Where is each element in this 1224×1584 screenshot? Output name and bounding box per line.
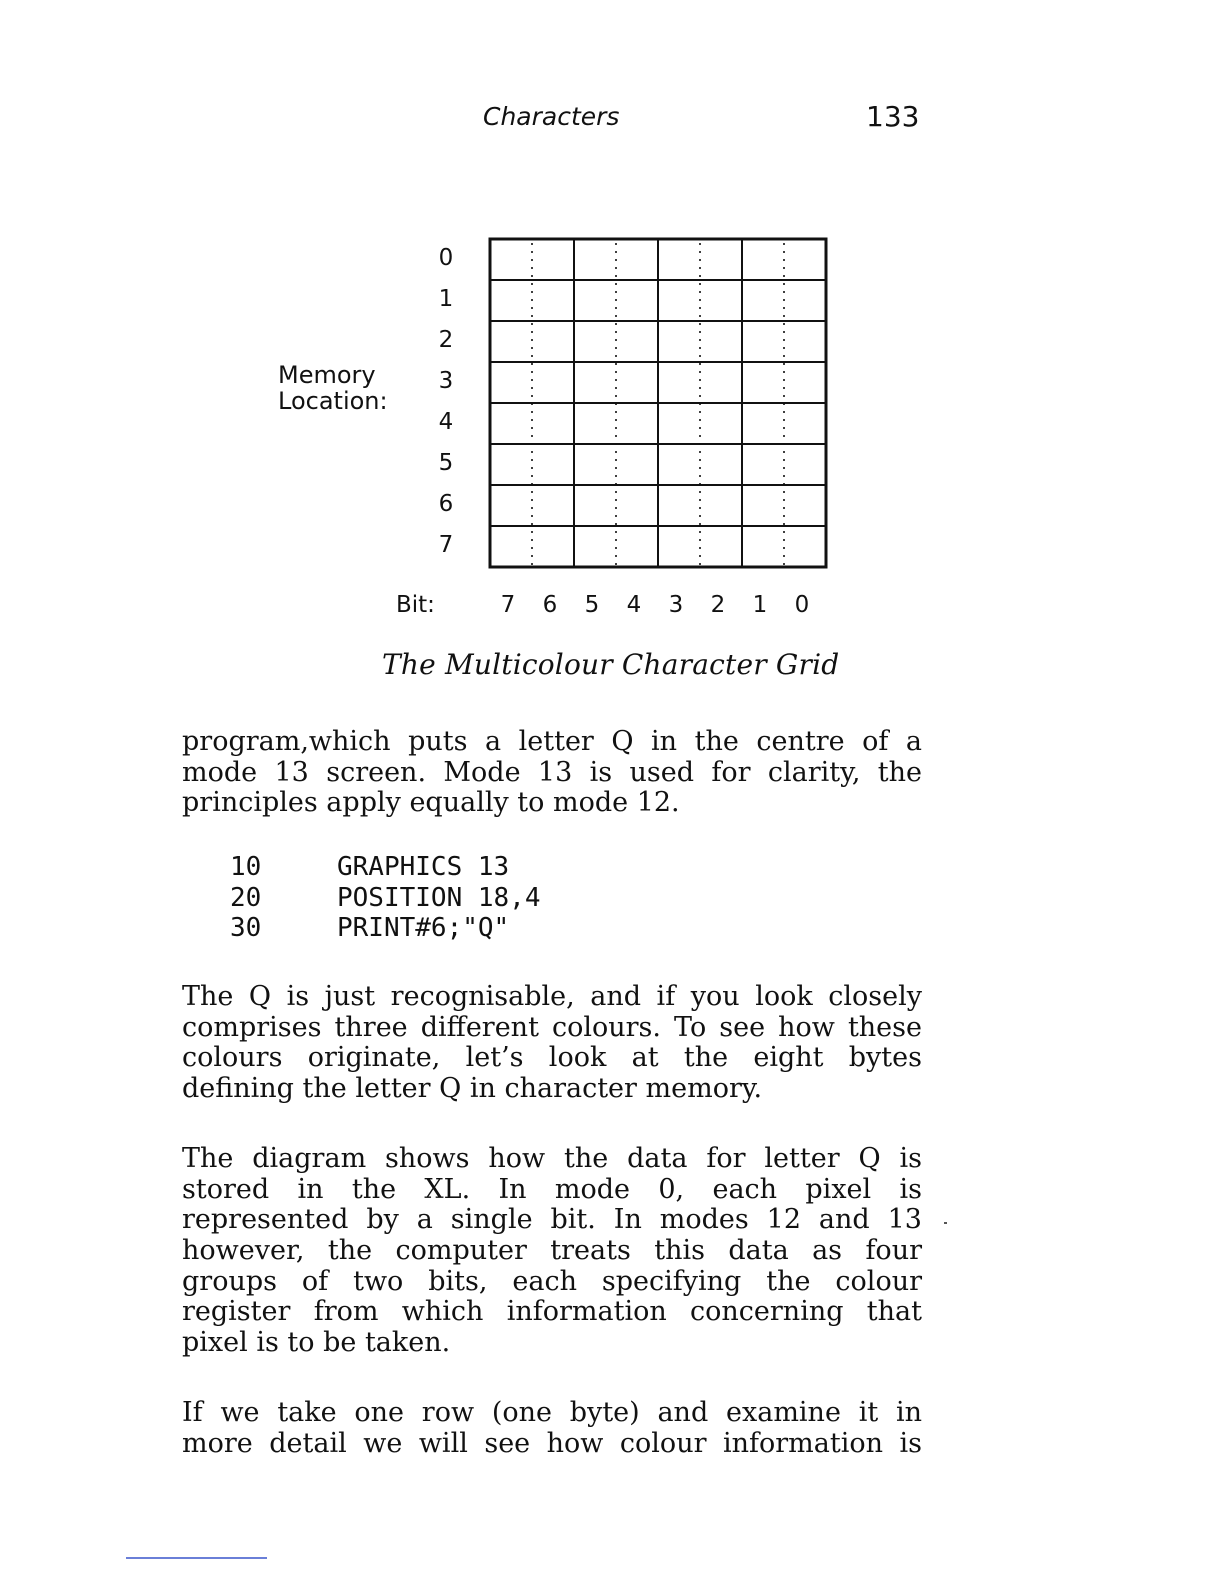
paragraph-line: principles apply equally to mode 12.: [182, 787, 680, 819]
code-line-number: 10: [230, 852, 262, 882]
paragraph-line: pixel is to be taken.: [182, 1327, 451, 1359]
paragraph-line: groups of two bits, each specifying the colour: [182, 1265, 922, 1297]
paragraph-line: mode 13 screen. Mode 13 is used for clarity, the: [182, 756, 922, 788]
paragraph-line: program,which puts a letter Q in the centre of a: [182, 726, 922, 757]
grid-lines: [490, 239, 826, 567]
row-label-3: 3: [438, 368, 454, 394]
figure-caption: The Multicolour Character Grid: [382, 648, 840, 681]
code-line: [230, 913, 541, 944]
code-line-number: 30: [230, 913, 262, 943]
code-line: [230, 883, 541, 914]
scan-edge-line: [126, 1557, 267, 1559]
paragraph-line: defining the letter Q in character memory.: [182, 1073, 763, 1105]
paragraph-line: The diagram shows how the data for letter Q is: [182, 1143, 922, 1174]
scan-speck: [944, 1222, 947, 1224]
paragraph-line: more detail we will see how colour information is: [182, 1427, 922, 1459]
row-label-6: 6: [438, 491, 454, 517]
row-label-5: 5: [438, 450, 454, 476]
code-statement: POSITION 18,4: [337, 882, 541, 913]
paragraph-line: colours originate, let’s look at the eight bytes: [182, 1042, 922, 1074]
paragraph-line: however, the computer treats this data as four: [182, 1235, 922, 1267]
bit-label-3: 3: [668, 592, 684, 618]
row-label-1: 1: [438, 286, 454, 312]
bit-label-2: 2: [710, 592, 726, 618]
bit-caption: Bit:: [396, 592, 435, 618]
paragraph-4: [182, 1398, 922, 1459]
paragraph-3: [182, 1144, 922, 1359]
code-line-number: 20: [230, 882, 262, 913]
row-label-7: 7: [438, 532, 454, 558]
paragraph-1: [182, 727, 922, 819]
paragraph-line: If we take one row (one byte) and examine it in: [182, 1397, 922, 1428]
running-header-title: Characters: [483, 102, 620, 131]
row-label-4: 4: [438, 409, 454, 435]
bit-label-1: 1: [752, 592, 768, 618]
row-label-2: 2: [438, 327, 454, 353]
program-listing: [230, 852, 541, 944]
bit-label-0: 0: [794, 592, 810, 618]
paragraph-line: register from which information concerning that: [182, 1296, 922, 1328]
paragraph-line: comprises three different colours. To see how these: [182, 1011, 922, 1043]
bit-label-5: 5: [584, 592, 600, 618]
code-line: [230, 852, 541, 883]
row-label-0: 0: [438, 245, 454, 271]
bit-label-4: 4: [626, 592, 642, 618]
paragraph-line: stored in the XL. In mode 0, each pixel is: [182, 1173, 922, 1205]
character-grid: [486, 235, 830, 573]
page-number: 133: [866, 100, 920, 133]
paragraph-2: [182, 982, 922, 1105]
memory-label-line1: Memory: [278, 361, 376, 389]
memory-location-label: [278, 362, 388, 414]
code-statement: PRINT#6;"Q": [337, 913, 510, 943]
memory-label-line2: Location:: [278, 387, 388, 415]
bit-label-7: 7: [500, 592, 516, 618]
bit-label-6: 6: [542, 592, 558, 618]
paragraph-line: The Q is just recognisable, and if you look closely: [182, 981, 922, 1012]
code-statement: GRAPHICS 13: [337, 852, 510, 882]
paragraph-line: represented by a single bit. In modes 12 and 13: [182, 1204, 922, 1236]
